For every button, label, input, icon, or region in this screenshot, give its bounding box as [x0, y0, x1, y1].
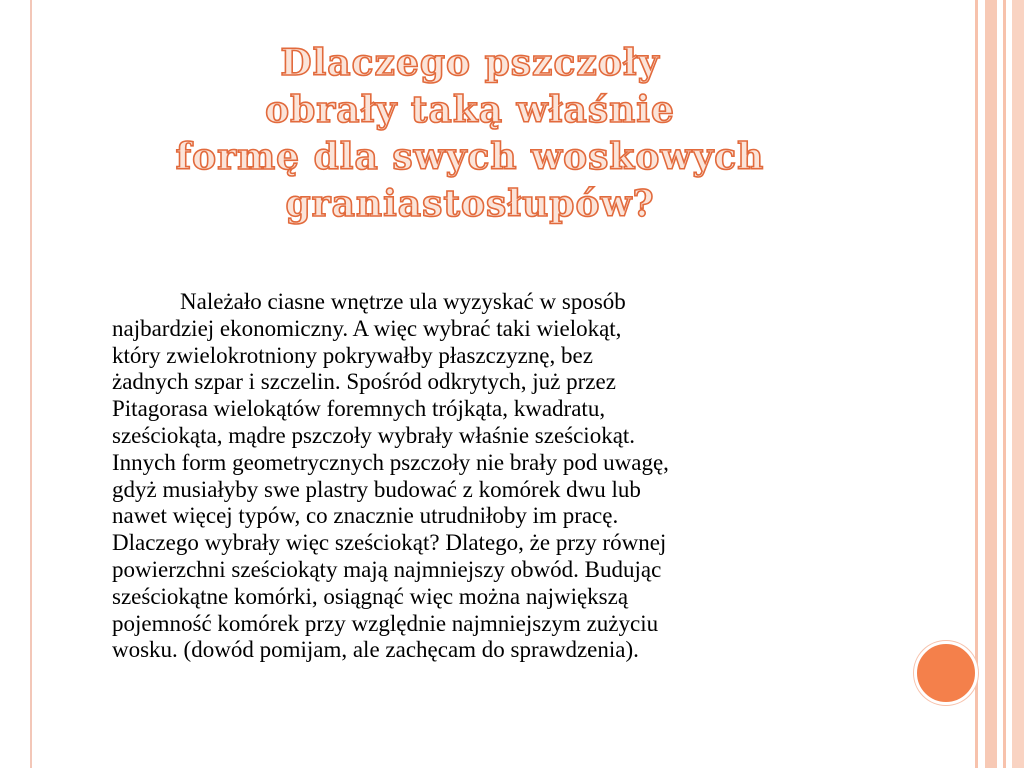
body-line: sześciokąta, mądre pszczoły wybrały właśnie sześciokąt. — [112, 422, 636, 448]
right-stripe-4 — [1012, 0, 1024, 768]
body-line: najbardziej ekonomiczny. A więc wybrać taki wielokąt, — [112, 315, 622, 341]
title-line: obrały taką właśnie — [265, 89, 675, 131]
slide-title — [110, 40, 830, 228]
body-line: pojemność komórek przy względnie najmniejszym zużyciu — [112, 610, 659, 636]
body-line: Innych form geometrycznych pszczoły nie brały pod uwagę, — [112, 449, 669, 475]
body-line: nawet więcej typów, co znacznie utrudniłoby im pracę. — [112, 503, 619, 529]
body-line: wosku. (dowód pomijam, ale zachęcam do sprawdzenia). — [112, 637, 639, 663]
body-line: gdyż musiałyby swe plastry budować z komórek dwu lub — [112, 476, 641, 502]
right-stripe-1 — [975, 0, 978, 768]
title-line: formę dla swych woskowych — [175, 136, 765, 178]
body-line: sześciokątne komórki, osiągnąć więc można największą — [112, 583, 629, 609]
body-line: który zwielokrotniony pokrywałby płaszczyznę, bez — [112, 342, 593, 368]
left-frame-line — [30, 0, 32, 768]
right-stripe-2 — [985, 0, 997, 768]
body-line: żadnych szpar i szczelin. Spośród odkrytych, już przez — [112, 369, 616, 395]
body-line: Należało ciasne wnętrze ula wyzyskać w sposób — [180, 289, 626, 314]
body-line: powierzchni sześciokąty mają najmniejszy obwód. Budując — [112, 556, 662, 582]
body-line: Pitagorasa wielokątów foremnych trójkąta, kwadratu, — [112, 396, 606, 422]
title-line: graniastosłupów? — [285, 183, 655, 225]
body-line: Dlaczego wybrały więc sześciokąt? Dlatego, że przy równej — [112, 530, 667, 556]
right-stripe-3 — [1003, 0, 1006, 768]
body-paragraph — [112, 289, 902, 664]
accent-circle — [914, 641, 978, 705]
title-line: Dlaczego pszczoły — [280, 42, 660, 84]
